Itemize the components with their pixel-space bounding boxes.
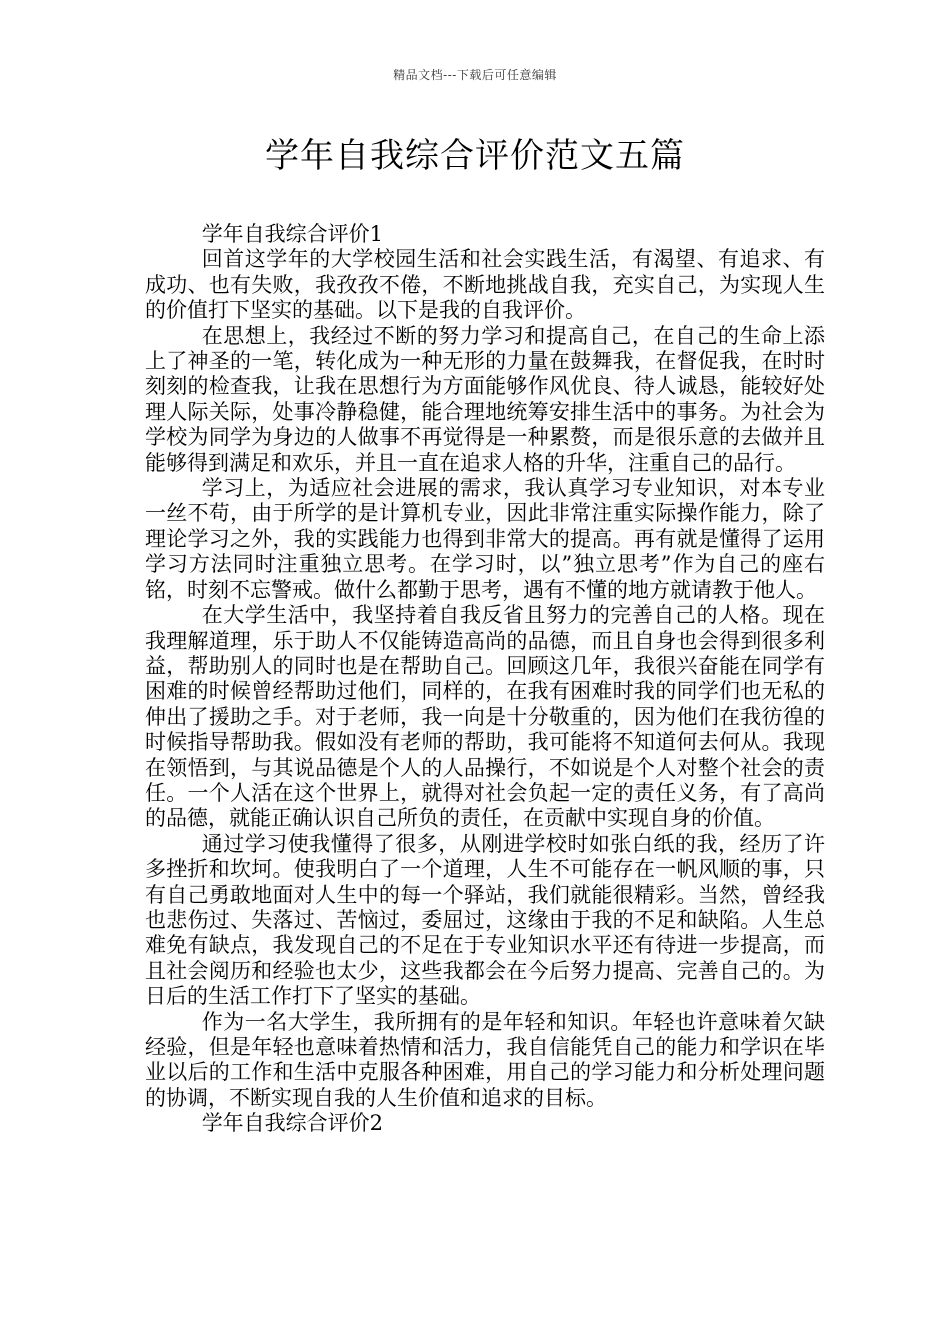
paragraph-conclusion: 作为一名大学生，我所拥有的是年轻和知识。年轻也许意味着欠缺经验，但是年轻也意味着热情和活力，我自信能凭自己的能力和学识在毕业以后的工作和生活中克服各种困难，用自己的学习能力和分析处理问题的协调，不断实现自我的人生价值和追求的目标。 — [145, 1009, 825, 1110]
section-heading-2: 学年自我综合评价2 — [201, 1111, 384, 1136]
document-body — [145, 222, 825, 1137]
header-note: 精品文档---下载后可任意编辑 — [393, 68, 557, 82]
document-title: 学年自我综合评价范文五篇 — [265, 136, 685, 176]
paragraph-intro: 回首这学年的大学校园生活和社会实践生活，有渴望、有追求、有成功、也有失败，我孜孜不倦，不断地挑战自我，充实自己，为实现人生的价值打下坚实的基础。以下是我的自我评价。 — [145, 247, 825, 323]
section-heading-1: 学年自我综合评价1 — [201, 222, 384, 246]
paragraph-growth: 通过学习使我懂得了很多，从刚进学校时如张白纸的我，经历了许多挫折和坎坷。使我明白了一个道理，人生不可能存在一帆风顺的事，只有自己勇敢地面对人生中的每一个驿站，我们就能很精彩。当然，曾经我也悲伤过、失落过、苦恼过，委屈过，这缘由于我的不足和缺陷。人生总难免有缺点，我发现自己的不足在于专业知识水平还有待进一步提高，而且社会阅历和经验也太少，这些我都会在今后努力提高、完善自己的。为日后的生活工作打下了坚实的基础。 — [145, 831, 825, 1009]
paragraph-thought: 在思想上，我经过不断的努力学习和提高自己，在自己的生命上添上了神圣的一笔，转化成为一种无形的力量在鼓舞我，在督促我，在时时刻刻的检查我，让我在思想行为方面能够作风优良、待人诚恳，能较好处理人际关际，处事冷静稳健，能合理地统筹安排生活中的事务。为社会为学校为同学为身边的人做事不再觉得是一种累赘，而是很乐意的去做并且能够得到满足和欢乐，并且一直在追求人格的升华，注重自己的品行。 — [145, 323, 825, 475]
paragraph-life: 在大学生活中，我坚持着自我反省且努力的完善自己的人格。现在我理解道理，乐于助人不仅能铸造高尚的品德，而且自身也会得到很多利益，帮助别人的同时也是在帮助自己。回顾这几年，我很兴奋能在同学有困难的时候曾经帮助过他们，同样的，在我有困难时我的同学们也无私的伸出了援助之手。对于老师，我一向是十分敬重的，因为他们在我彷徨的时候指导帮助我。假如没有老师的帮助，我可能将不知道何去何从。我现在领悟到，与其说品德是个人的人品操行，不如说是个人对整个社会的责任。一个人活在这个世界上，就得对社会负起一定的责任义务，有了高尚的品德，就能正确认识自己所负的责任，在贡献中实现自身的价值。 — [145, 603, 825, 831]
paragraph-study: 学习上，为适应社会进展的需求，我认真学习专业知识，对本专业一丝不苟，由于所学的是计算机专业，因此非常注重实际操作能力，除了理论学习之外，我的实践能力也得到非常大的提高。再有就是懂得了运用学习方法同时注重独立思考。在学习时，以”独立思考”作为自己的座右铭，时刻不忘警戒。做什么都勤于思考，遇有不懂的地方就请教于他人。 — [145, 476, 825, 602]
